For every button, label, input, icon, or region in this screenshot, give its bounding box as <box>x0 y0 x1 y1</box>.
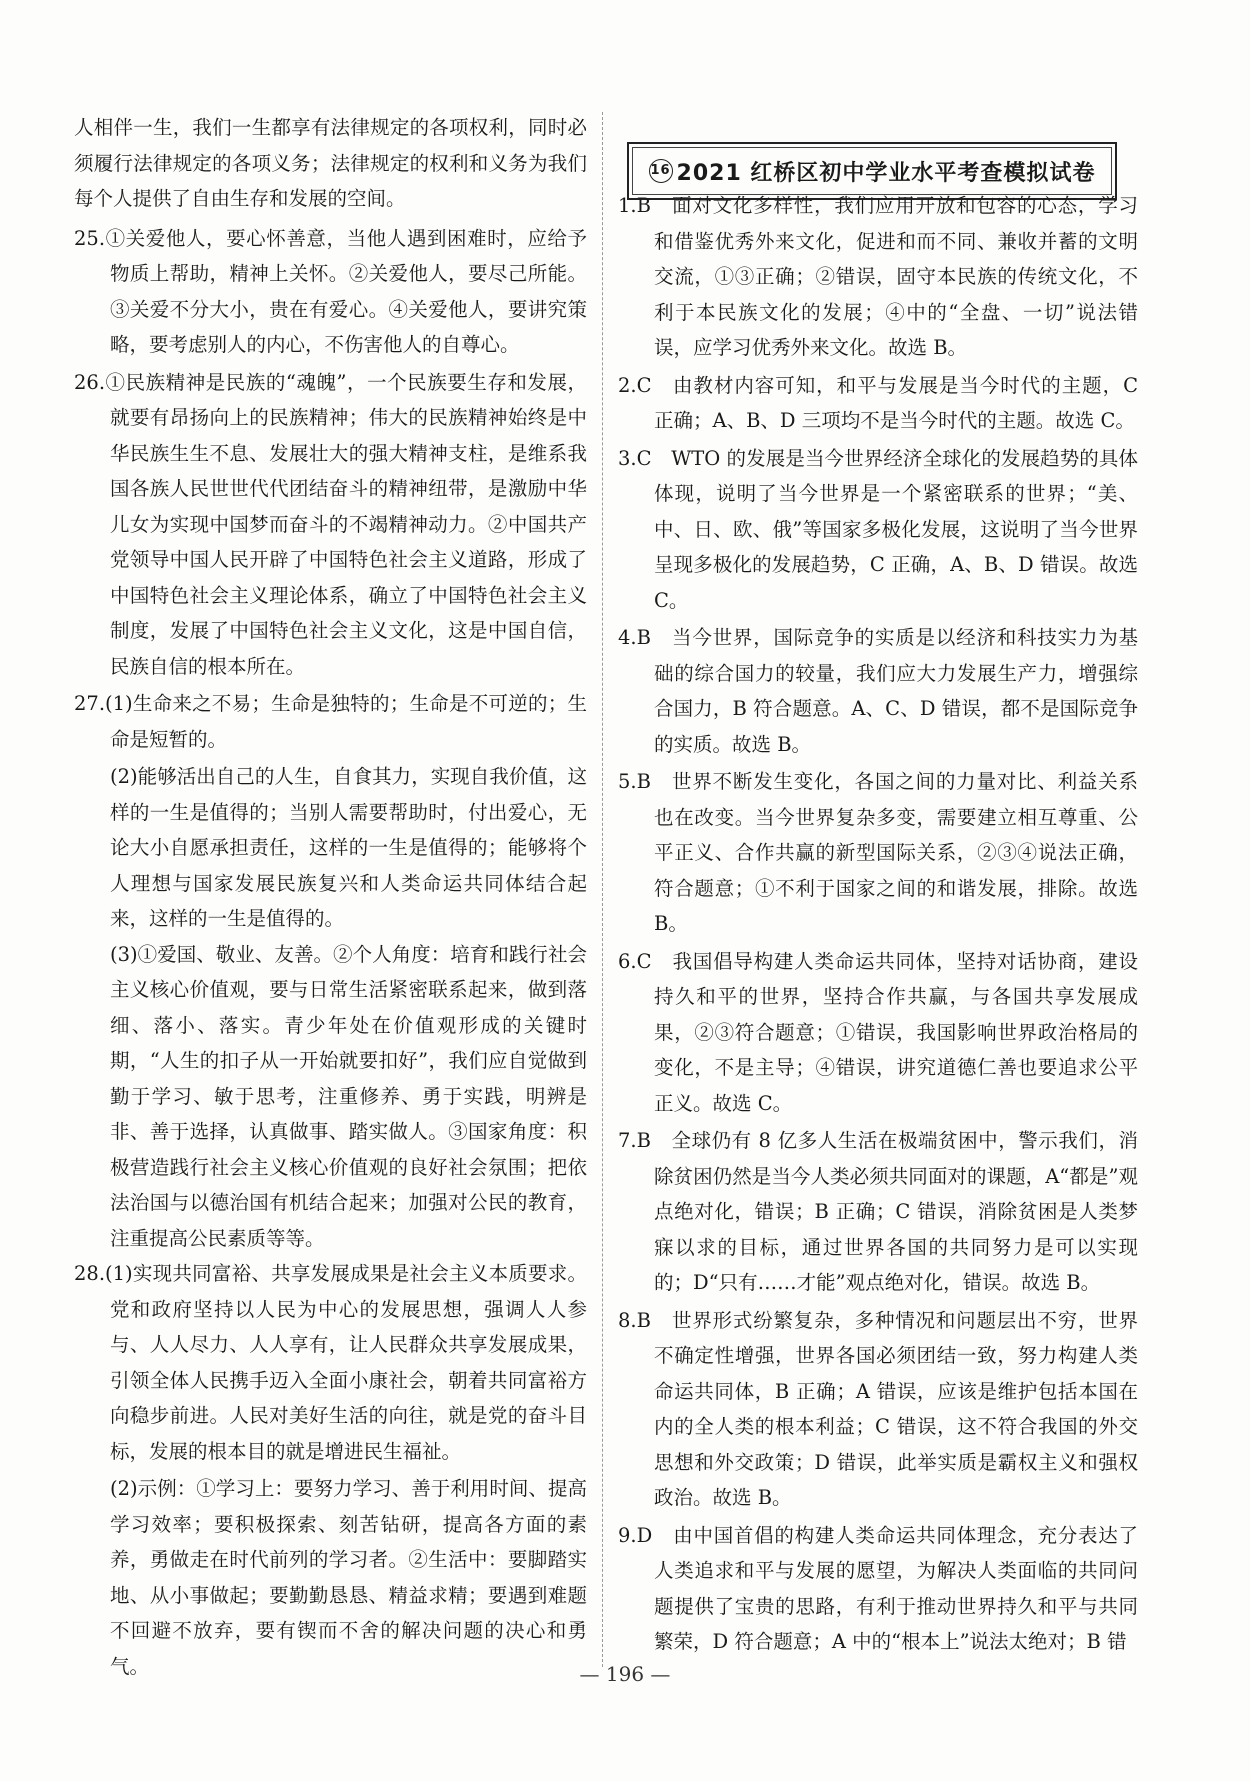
answer-25: 25.①关爱他人，要心怀善意，当他人遇到困难时，应给予物质上帮助，精神上关怀。②关爱他人，要尽己所能。③关爱不分大小，贵在有爱心。④关爱他人，要讲究策略，要考虑别人的内心，不伤害他人的自尊心。 <box>74 226 587 356</box>
answer-27-2: (2)能够活出自己的人生，自食其力，实现自我价值，这样的一生是值得的；当别人需要帮助时，付出爱心，无论大小自愿承担责任，这样的一生是值得的；能够将个人理想与国家发展民族复兴和人类命运共同体结合起来，这样的一生是值得的。 <box>110 765 587 930</box>
answer-5: 5.B 世界不断发生变化，各国之间的力量对比、利益关系也在改变。当今世界复杂多变，需要建立相互尊重、公平正义、合作共赢的新型国际关系，②③④说法正确，符合题意；①不利于国家之间的和谐发展，排除。故选 B。 <box>618 770 1138 935</box>
answer-27-3: (3)①爱国、敬业、友善。②个人角度：培育和践行社会主义核心价值观，要与日常生活紧密联系起来，做到落细、落小、落实。青少年处在价值观形成的关键时期，“人生的扣子从一开始就要扣好”，我们应自觉做到勤于学习、敏于思考，注重修养、勇于实践，明辨是非、善于选择，认真做事、踏实做人。③国家角度：积极营造践行社会主义核心价值观的良好社会氛围；把依法治国与以德治国有机结合起来；加强对公民的教育，注重提高公民素质等等。 <box>110 942 587 1250</box>
left-column <box>74 110 587 1684</box>
right-column <box>618 188 1138 1662</box>
section-number-badge: 16 <box>649 159 673 183</box>
answer-27-1: 27.(1)生命来之不易；生命是独特的；生命是不可逆的；生命是短暂的。 <box>74 692 587 751</box>
column-divider <box>602 112 603 1667</box>
answer-4: 4.B 当今世界，国际竞争的实质是以经济和科技实力为基础的综合国力的较量，我们应大力发展生产力，增强综合国力，B 符合题意。A、C、D 错误，都不是国际竞争的实质。故选 B。 <box>618 626 1138 756</box>
answer-28-1: 28.(1)实现共同富裕、共享发展成果是社会主义本质要求。党和政府坚持以人民为中心的发展思想，强调人人参与、人人尽力、人人享有，让人民群众共享发展成果，引领全体人民携手迈入全面小康社会，朝着共同富裕方向稳步前进。人民对美好生活的向往，就是党的奋斗目标，发展的根本目的就是增进民生福祉。 <box>74 1262 587 1463</box>
answer-continuation: 人相伴一生，我们一生都享有法律规定的各项权利，同时必须履行法律规定的各项义务；法律规定的权利和义务为我们每个人提供了自由生存和发展的空间。 <box>74 116 587 210</box>
answer-28-2: (2)示例：①学习上：要努力学习、善于利用时间、提高学习效率；要积极探索、刻苦钻研，提高各方面的素养，勇做走在时代前列的学习者。②生活中：要脚踏实地、从小事做起；要勤勤恳恳、精益求精；要遇到难题不回避不放弃，要有锲而不舍的解决问题的决心和勇气。 <box>110 1477 587 1678</box>
answer-1: 1.B 面对文化多样性，我们应用开放和包容的心态，学习和借鉴优秀外来文化，促进和而不同、兼收并蓄的文明交流，①③正确；②错误，固守本民族的传统文化，不利于本民族文化的发展；④中的“全盘、一切”说法错误，应学习优秀外来文化。故选 B。 <box>618 194 1138 359</box>
answer-7: 7.B 全球仍有 8 亿多人生活在极端贫困中，警示我们，消除贫困仍然是当今人类必须共同面对的课题，A“都是”观点绝对化，错误；B 正确；C 错误，消除贫困是人类梦寐以求的目标，通过世界各国的共同努力是可以实现的；D“只有……才能”观点绝对化，错误。故选 B。 <box>618 1129 1138 1294</box>
answer-3: 3.C WTO 的发展是当今世界经济全球化的发展趋势的具体体现，说明了当今世界是一个紧密联系的世界；“美、中、日、欧、俄”等国家多极化发展，这说明了当今世界呈现多极化的发展趋势，C 正确，A、B、D 错误。故选 C。 <box>618 446 1138 612</box>
answer-6: 6.C 我国倡导构建人类命运共同体，坚持对话协商，建设持久和平的世界，坚持合作共赢，与各国共享发展成果，②③符合题意；①错误，我国影响世界政治格局的变化，不是主导；④错误，讲究道德仁善也要追求公平正义。故选 C。 <box>618 949 1138 1115</box>
page-number: — 196 — <box>579 1662 671 1686</box>
section-title: 2021 红桥区初中学业水平考查模拟试卷 <box>676 160 1096 186</box>
answer-9: 9.D 由中国首倡的构建人类命运共同体理念，充分表达了人类追求和平与发展的愿望，为解决人类面临的共同问题提供了宝贵的思路，有利于推动世界持久和平与共同繁荣，D 符合题意；A 中的“根本上”说法太绝对；B 错 <box>618 1523 1138 1653</box>
answer-2: 2.C 由教材内容可知，和平与发展是当今时代的主题，C 正确；A、B、D 三项均不是当今时代的主题。故选 C。 <box>618 373 1138 432</box>
answer-26: 26.①民族精神是民族的“魂魄”，一个民族要生存和发展，就要有昂扬向上的民族精神；伟大的民族精神始终是中华民族生生不息、发展壮大的强大精神支柱，是维系我国各族人民世世代代团结奋斗的精神纽带，是激励中华儿女为实现中国梦而奋斗的不竭精神动力。②中国共产党领导中国人民开辟了中国特色社会主义道路，形成了中国特色社会主义理论体系，确立了中国特色社会主义制度，发展了中国特色社会主义文化，这是中国自信，民族自信的根本所在。 <box>74 370 587 678</box>
answer-8: 8.B 世界形式纷繁复杂，多种情况和问题层出不穷，世界不确定性增强，世界各国必须团结一致，努力构建人类命运共同体，B 正确；A 错误，应该是维护包括本国在内的全人类的根本利益；C 错误，这不符合我国的外交思想和外交政策；D 错误，此举实质是霸权主义和强权政治。故选 B。 <box>618 1308 1138 1509</box>
